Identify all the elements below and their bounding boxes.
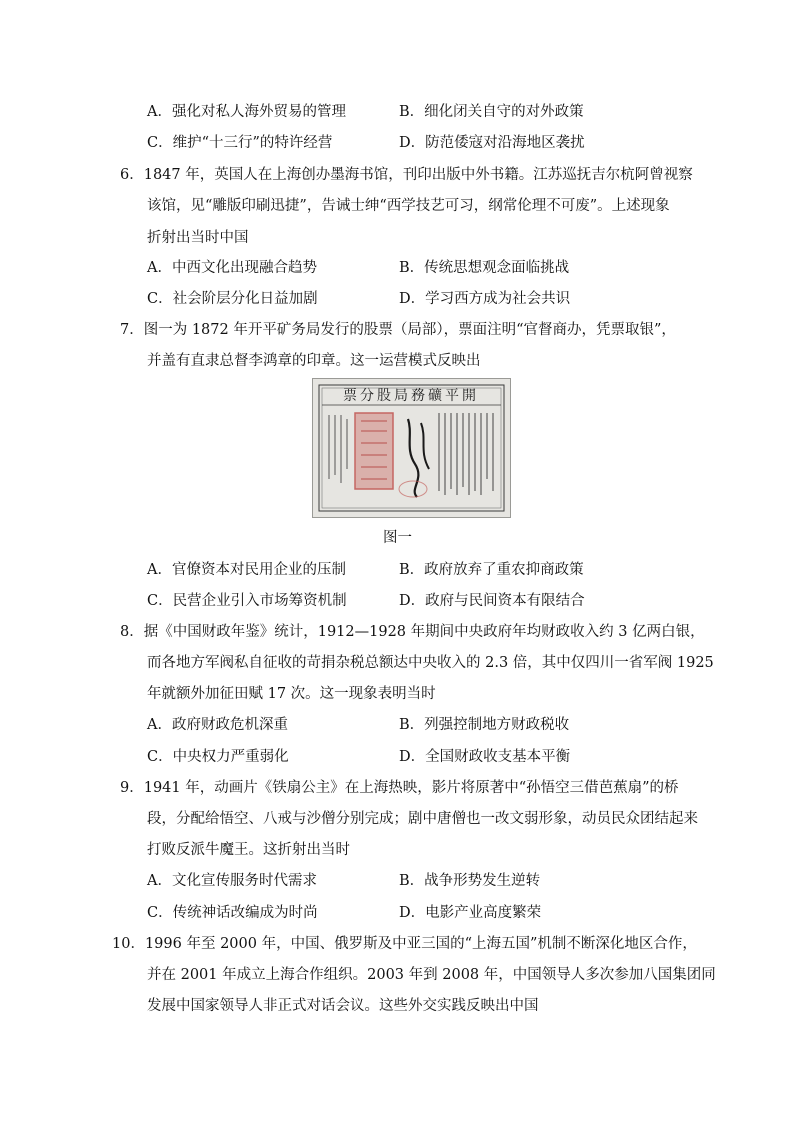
q8-option-d: D．全国财政收支基本平衡: [399, 749, 571, 765]
q7-stem-line-2: 并盖有直隶总督李鸿章的印章。这一运营模式反映出: [147, 353, 481, 369]
q7-option-d: D．政府与民间资本有限结合: [399, 593, 585, 609]
q10-stem-line-1: 10．1996 年至 2000 年，中国、俄罗斯及中亚三国的“上海五国”机制不断深化地区合作，: [112, 936, 697, 952]
q7-option-b: B．政府放弃了重农抑商政策: [399, 562, 584, 578]
q8-option-c: C．中央权力严重弱化: [147, 749, 289, 765]
q9-stem-line-3: 打败反派牛魔王。这折射出当时: [147, 842, 350, 858]
q5-option-d: D．防范倭寇对沿海地区袭扰: [399, 135, 585, 151]
q8-option-a: A．政府财政危机深重: [147, 717, 288, 733]
q7-option-a: A．官僚资本对民用企业的压制: [147, 562, 346, 578]
q9-stem-line-1: 9．1941 年，动画片《铁扇公主》在上海热映，影片将原著中“孙悟空三借芭蕉扇”的桥: [120, 780, 679, 796]
q6-option-b: B．传统思想观念面临挑战: [399, 260, 570, 276]
q7-stem-line-1: 7．图一为 1872 年开平矿务局发行的股票（局部），票面注明“官督商办，凭票取银”，: [120, 322, 676, 338]
q8-stem-line-2: 而各地方军阀私自征收的苛捐杂税总额达中央收入的 2.3 倍，其中仅四川一省军阀 1925: [147, 655, 714, 671]
q5-option-b: B．细化闭关自守的对外政策: [399, 104, 584, 120]
q9-option-c: C．传统神话改编成为时尚: [147, 905, 318, 921]
q9-stem-line-2: 段，分配给悟空、八戒与沙僧分别完成；剧中唐僧也一改文弱形象，动员民众团结起来: [147, 811, 698, 827]
stock-certificate-image: [313, 379, 510, 517]
q8-option-b: B．列强控制地方财政税收: [399, 717, 570, 733]
q8-stem-line-3: 年就额外加征田赋 17 次。这一现象表明当时: [147, 686, 436, 702]
q6-stem-line-1: 6．1847 年，英国人在上海创办墨海书馆，刊印出版中外书籍。江苏巡抚吉尔杭阿曾视察: [120, 167, 693, 183]
q7-option-c: C．民营企业引入市场筹资机制: [147, 593, 347, 609]
q5-option-c: C．维护“十三行”的特许经营: [147, 135, 333, 151]
q6-stem-line-3: 折射出当时中国: [147, 230, 249, 246]
q6-option-a: A．中西文化出现融合趋势: [147, 260, 317, 276]
q9-option-d: D．电影产业高度繁荣: [399, 905, 542, 921]
q6-stem-line-2: 该馆，见“雕版印刷迅捷”，告诫士绅“西学技艺可习，纲常伦理不可废”。上述现象: [147, 198, 670, 214]
figure-caption: 图一: [383, 530, 412, 546]
stock-certificate-figure: [312, 378, 511, 518]
q6-option-d: D．学习西方成为社会共识: [399, 291, 571, 307]
q9-option-b: B．战争形势发生逆转: [399, 873, 541, 889]
q5-option-a: A．强化对私人海外贸易的管理: [147, 104, 346, 120]
q10-stem-line-2: 并在 2001 年成立上海合作组织。2003 年到 2008 年，中国领导人多次参加八国集团同: [147, 967, 716, 983]
q9-option-a: A．文化宣传服务时代需求: [147, 873, 317, 889]
q10-stem-line-3: 发展中国家领导人非正式对话会议。这些外交实践反映出中国: [147, 998, 539, 1014]
q6-option-c: C．社会阶层分化日益加剧: [147, 291, 318, 307]
q8-stem-line-1: 8．据《中国财政年鉴》统计，1912—1928 年期间中央政府年均财政收入约 3 亿两白银，: [120, 624, 705, 640]
red-seal-stamp: [355, 413, 393, 489]
certificate-header-text: 票分股局務礦平開: [343, 388, 479, 404]
